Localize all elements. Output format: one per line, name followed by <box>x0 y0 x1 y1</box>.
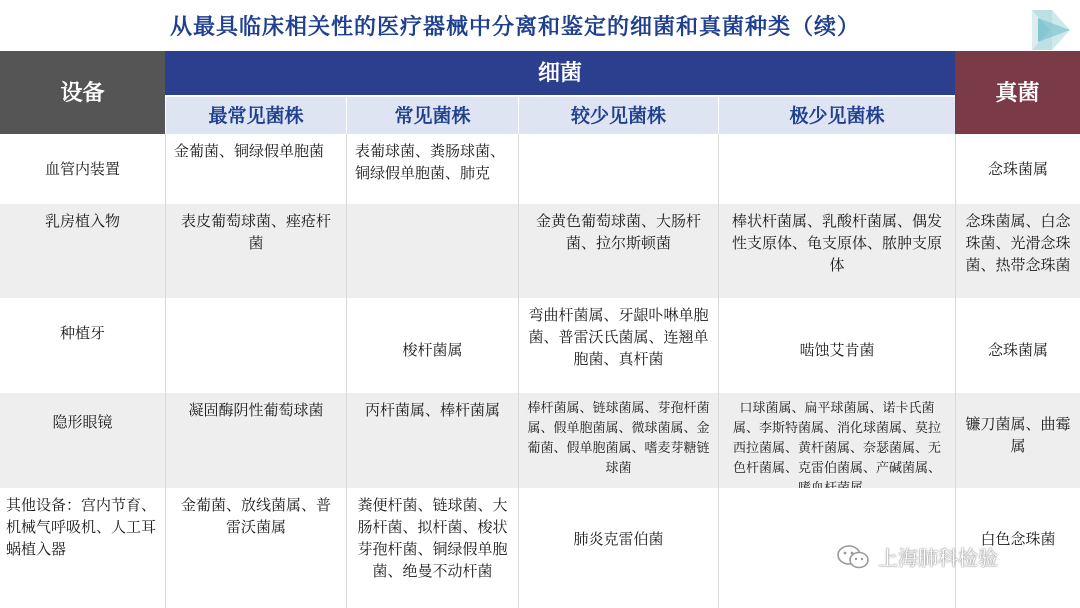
table-cell-fungi: 白色念珠菌 <box>955 488 1080 608</box>
table-cell-common: 梭杆菌属 <box>346 298 518 393</box>
table-cell-less-common <box>518 134 718 204</box>
table-cell-less-common: 金黄色葡萄球菌、大肠杆菌、拉尔斯顿菌 <box>518 204 718 298</box>
table-cell-fungi: 镰刀菌属、曲霉属 <box>955 393 1080 488</box>
table-cell-rare: 棒状杆菌属、乳酸杆菌属、偶发性支原体、龟支原体、脓肿支原体 <box>718 204 955 298</box>
table-cell-less-common: 肺炎克雷伯菌 <box>518 488 718 608</box>
subheader-common: 常见菌株 <box>346 95 518 134</box>
brand-logo-icon <box>1030 8 1072 52</box>
organism-table <box>0 51 1080 608</box>
table-cell-most-common: 金葡菌、铜绿假单胞菌 <box>165 134 346 204</box>
table-cell-fungi: 念珠菌属 <box>955 298 1080 393</box>
table-cell-rare: 啮蚀艾肯菌 <box>718 298 955 393</box>
subheader-less-common: 较少见菌株 <box>518 95 718 134</box>
watermark <box>836 542 998 571</box>
header-fungi: 真菌 <box>955 51 1080 134</box>
table-cell-most-common: 金葡菌、放线菌属、普雷沃菌属 <box>165 488 346 608</box>
subheader-rare: 极少见菌株 <box>718 95 955 134</box>
table-cell-less-common: 棒杆菌属、链球菌属、芽孢杆菌属、假单胞菌属、微球菌属、金葡菌、假单胞菌属、嗜麦芽糖链球菌 <box>518 393 718 488</box>
wechat-icon <box>836 544 870 570</box>
table-cell-common: 丙杆菌属、棒杆菌属 <box>346 393 518 488</box>
table-cell-rare <box>718 134 955 204</box>
table-cell-most-common <box>165 298 346 393</box>
table-cell-fungi: 念珠菌属 <box>955 134 1080 204</box>
table-row-device: 乳房植入物 <box>0 204 165 298</box>
table-cell-less-common: 弯曲杆菌属、牙龈卟啉单胞菌、普雷沃氏菌属、连翘单胞菌、真杆菌 <box>518 298 718 393</box>
table-cell-most-common: 表皮葡萄球菌、痤疮杆菌 <box>165 204 346 298</box>
header-bacteria: 细菌 <box>165 51 955 95</box>
table-row-device: 其他设备：宫内节育、机械气呼吸机、人工耳蜗植入器 <box>0 488 165 608</box>
table-row-device: 血管内装置 <box>0 134 165 204</box>
table-cell-fungi: 念珠菌属、白念珠菌、光滑念珠菌、热带念珠菌 <box>955 204 1080 298</box>
table-cell-most-common: 凝固酶阴性葡萄球菌 <box>165 393 346 488</box>
table-cell-common: 表葡球菌、粪肠球菌、铜绿假单胞菌、肺克 <box>346 134 518 204</box>
table-cell-rare: 口球菌属、扁平球菌属、诺卡氏菌属、李斯特菌属、消化球菌属、莫拉西拉菌属、黄杆菌属、奈瑟菌属、无色杆菌属、克雷伯菌属、产碱菌属、 <box>718 393 955 488</box>
table-row-device: 种植牙 <box>0 298 165 393</box>
header-device: 设备 <box>0 51 165 134</box>
table-cell-common <box>346 204 518 298</box>
table-cell-common: 粪便杆菌、链球菌、大肠杆菌、拟杆菌、梭状芽孢杆菌、铜绿假单胞菌、绝曼不动杆菌 <box>346 488 518 608</box>
page-title: 从最具临床相关性的医疗器械中分离和鉴定的细菌和真菌种类（续） <box>169 14 860 40</box>
watermark-text: 上海肺科检验 <box>878 546 998 570</box>
table-row-device: 隐形眼镜 <box>0 393 165 488</box>
subheader-most-common: 最常见菌株 <box>165 95 346 134</box>
